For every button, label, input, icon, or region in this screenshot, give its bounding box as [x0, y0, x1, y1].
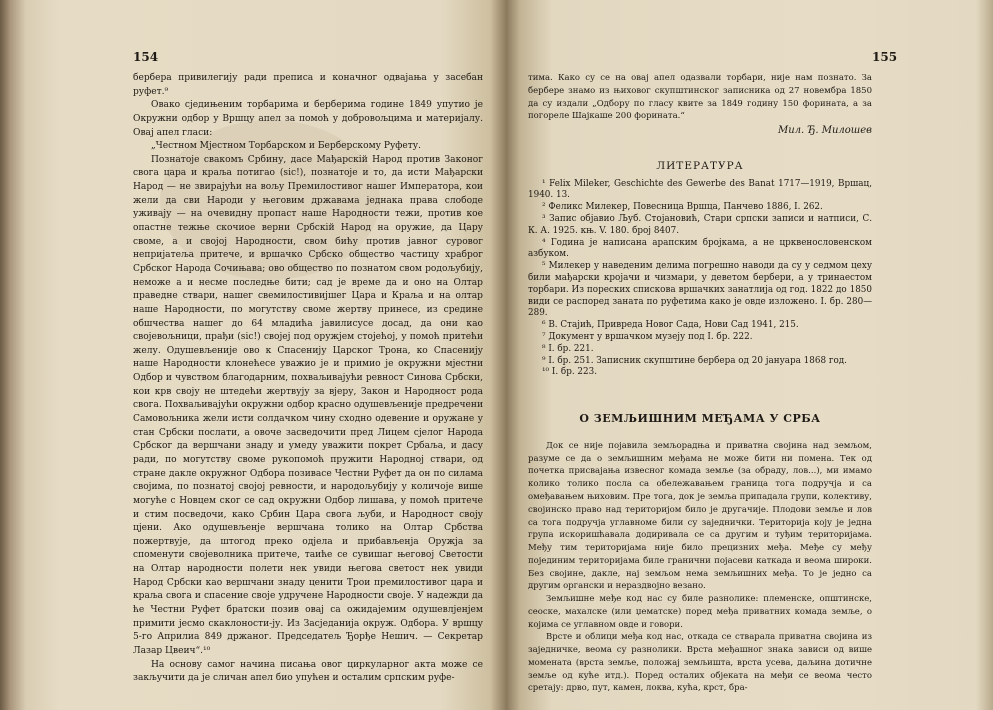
paragraph: Овако сједињеним торбарима и берберима године 1849 упутио је Окружни одбор у Вршцу апел за помоћ у добровољцима и материјалу. Овај апел гласи: [133, 100, 483, 138]
author-signature: Мил. Ђ. Милошев [777, 125, 872, 137]
page-number-left: 154 [133, 50, 159, 64]
right-page-text [528, 72, 872, 695]
footnote: ² Феликс Милекер, Повесница Вршца, Панчево 1886, I. 262. [542, 202, 823, 213]
footnote: ⁶ В. Стајић, Привреда Новог Сада, Нови Сад 1941, 215. [542, 320, 799, 331]
paragraph: Земљишне међе код нас су биле разноликe: племенске, општинске, сеоске, махалске (или џематске) поред међа приватних комада земље, о којима се углавном овде и говори. [528, 594, 872, 630]
footnote: ⁸ I. бр. 221. [542, 343, 594, 354]
paragraph: Врсте и облици међа код нас, откада се стварала приватна својина из заједничке, веома су разнолики. Врста међашног знака зависи од више момената (врста земље, положај земљишта, врста усева, даљина дотичне земље од куће итд.). Поред осталих објеката на међи се веома често сретају: дрво, пут, камен, локва, кућа, крст, бра- [528, 632, 872, 694]
paragraph: Познатоје свакомъ Србину, дасе Мађарскiй Народ против Законог свога цара и краља потигао (sic!), познатоје и то, да исти Мађарски Народ — не звирајући на вољу Премилостивог нашег Императора, кои жели да сви Народи у његовим државама једнака права слободе уживају — на очевидну пропаст наше Народности тежи, против кое опастне тежње скочиое верни Србскiй Народ на оружие, да Цару своме, а и својој Народности, свом бићу против јавног суровог непријатеља притече, и вршачко Србско общество частицу храброг Србског Народа Сочињава; ово общество по познатом свом родољубију, неможе а и несме последње бити; сад је време да и оно на Олтар праведне ствари, нашег свемилостивијшег Цара и Краља и на олтар наше Народности, по могутству своме жертву принесе, из средине обшчества нашег до 64 младића јавилисусе досад, да они као својевољници, прађи (sic!) својеј под оружјем стојећој, у помоћ притећи желу. Одушевљеније ово к Спасенију Царског Трона, ко Спасенију наше Народности клонећесе уважио је и примио је окружни мјестни Одбор и чувством благодарним, похваљивајући ревност Синова Србски, кои крв своју не штедећи жертвују за вјеру, Закон и Народност рода свога. Похваљивајући окружни одбор красно одушевљеније предречени Самовољника жели исти солдачком чину сходно одевение и оружане у стан Србски послати, а овоче засведочити пред Лицем сјелог Народа Србског да вершчани знаду и умеду уважити покрет Србаља, и дасу ради, по могутству своме рукопомоћ пружити Народној ствари, од стране дакле окружног Одбора позивасе Честни Руфет да он по силама својима, по познатој својој ревности, и народољубију у количоје више могуће с Новцем ског се сад окружни Одбор лишава, у помоћ притече и стим посведочи, како Србин Цара свога љуби, и Народност своју цјени. Ако одушевљенје вершчана толико на Олтар Србства пожертвује, да штогод преко одјела и прибављенја Оружја за споменути својеволника притече, таиће се сувишаг његовој Светости на Олтар народности полети нек увиди његова светост нек увиди Народ Србски као вершчани знаду ценити Трои премилостивог цара и краља свога и спасение своје удручене Народности своје. У надежди да ће Честни Руфет братски позив овај са ожидајемим одушевлјенјем примити јесмо скаклоности-ју. Из Засједанија окруж. Одбора. У вршцу 5-го Априлиа 849 држаног. Председатељ Ђорђе Нешич. — Секретар Лазар Цвеич“.¹⁰ [133, 154, 483, 656]
left-page-text [133, 72, 483, 686]
footnotes-list [528, 179, 872, 380]
footnote: ¹⁰ I. бр. 223. [542, 367, 598, 378]
section-body [528, 440, 872, 695]
literature-heading: ЛИТЕРАТУРА [656, 159, 744, 172]
paragraph: На основу самог начина писања овог циркуларног акта може се закључити да је сличан апел био упућен и осталим српским руфе- [133, 659, 483, 684]
footnote: ⁹ I. бр. 251. Записник скупштине бербера од 20 јануара 1868 год. [542, 355, 847, 366]
continued-paragraph: тима. Како су се на овај апел одазвали торбари, није нам познато. За бербере знамо из њиховог скупштинског записника од 27 новембра 1850 да су издали „Одбору по гласу квите за 1849 годину 150 форината, а за погореле Шајкаше 200 форината.“ [528, 73, 872, 122]
footnote: ¹ Felix Mileker, Geschichte des Gewerbe des Banat 1717—1919, Вршац, 1940. 13. [528, 178, 872, 201]
footnote: ⁵ Милекер у наведеним делима погрешно наводи да су у седмом цеху били мађарски кројачи и чизмари, у деветом бербери, а у тринаестом торбари. Из пореских спискова вршачких занатлија од год. 1822 до 1850 види се распоред заната по руфетима како је овде изложено. I. бр. 280—289. [528, 261, 872, 319]
paragraph: „Честном Мјестном Торбарском и Берберскому Руфету. [151, 141, 422, 152]
section-heading: О ЗЕМЉИШНИМ МЕЂАМА У СРБА [579, 412, 821, 426]
page-number-right: 155 [872, 50, 898, 64]
right-page [506, 0, 993, 710]
paragraph: бербера привилегију ради преписа и коначног одвајања у засебан руфет.⁹ [133, 73, 483, 97]
paragraph: Док се није појавила земљорадња и приватна својина над земљом, разуме се да о земљишним међама не може бити ни помена. Тек од почетка присвајања извесног комада земље (за обраду, лов...), ми имамо колико толико посла са обележавањем граница тога подручја и са омеђавањем њиховим. Пре тога, док је земља припадала групи, колективу, својинско право над територијом било је другачије. Плодови земље и лов са тога подручја углавноме били су заједнички. Територија коју је једна група искоришћавала додиривала се са другим и туђим територијама. Међу тим територијама није било прецизних међа. Међе су међу појединим територијама биле гранични појасеви каткада и веома широки. Без својине, дакле, нај земљом нема земљишних међа. То је једно са другим органски и нераздвојно везано. [528, 440, 872, 592]
footnote: ⁷ Документ у вршачком музеју под I. бр. 222. [542, 331, 753, 342]
footnote: ³ Запис објавио Љуб. Стојановић, Стари српски записи и натписи, С. К. А. 1925. књ. V. 180. број 8407. [528, 213, 872, 236]
footnote: ⁴ Година је написана арапским бројкама, а не црквенословенском азбуком. [528, 237, 872, 260]
